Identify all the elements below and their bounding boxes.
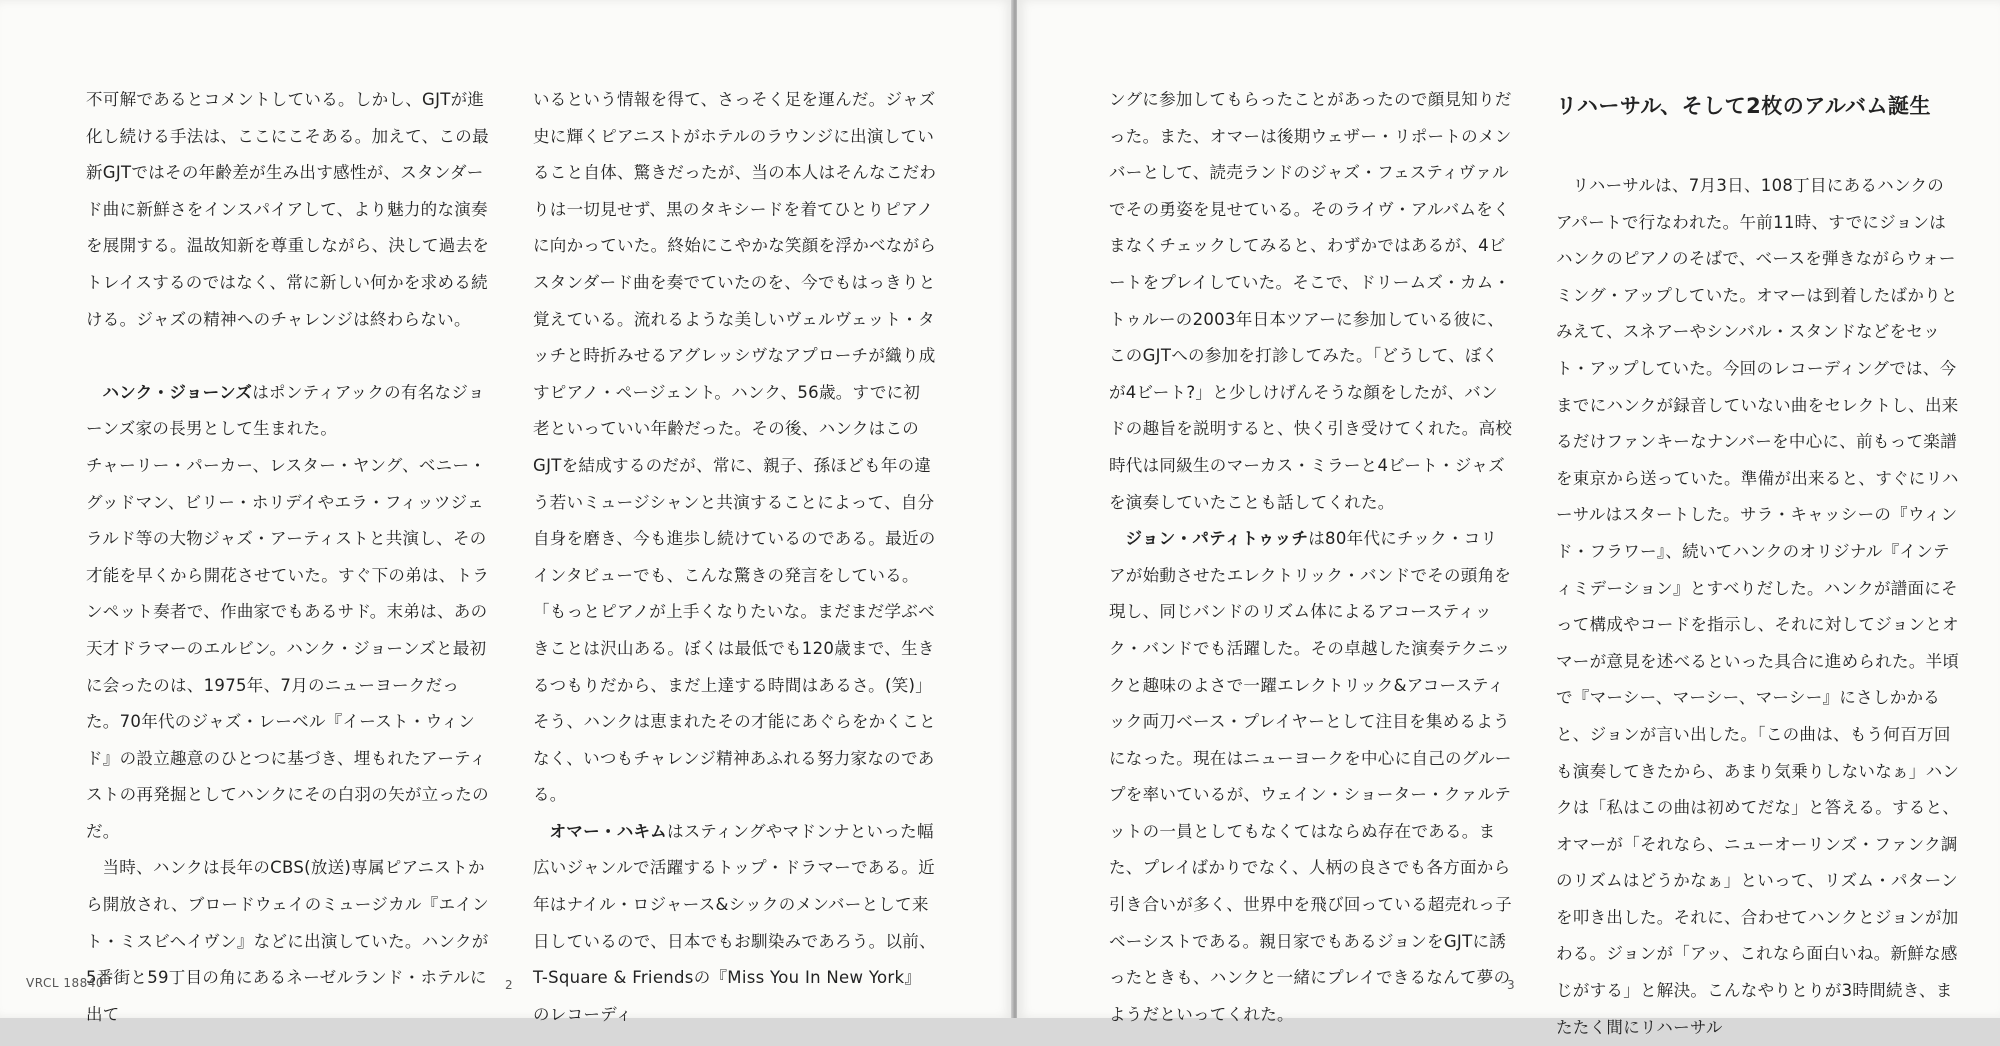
paragraph-text: は80年代にチック・コリアが始動させたエレクトリック・バンドでその頭角を現し、同じバンドのリズム体によるアコースティック・バンドでも活躍した。その卓越した演奏テクニックと趣味のよさで一躍エレクトリック&アコースティック両刀ベース・プレイヤーとして注目を集めるようになった。現在はニューヨークを中心に自己のグループを率いているが、ウェイン・ショーター・クァルテットの一員としてもなくてはならぬ存在である。また、プレイばかりでなく、人柄の良さでも各方面から引き合いが多く、世界中を飛び回っている超売れっ子ベーシストである。親日家でもあるジョンをGJTに誘ったときも、ハンクと一緒にプレイできるなんて夢のようだといってくれた。 (1109, 529, 1512, 1024)
left-page (0, 0, 1013, 1024)
paragraph: リハーサルは、7月3日、108丁目にあるハンクのアパートで行なわれた。午前11時、すでにジョンはハンクのピアノのそばで、ベースを弾きながらウォーミング・アップしていた。オマーは到着したばかりとみえて、スネアーやシンバル・スタンドなどをセット・アップしていた。今回のレコーディングでは、今までにハンクが録音していない曲をセレクトし、出来るだけファンキーなナンバーを中心に、前もって楽譜を東京から送っていた。準備が出来ると、すぐにリハーサルはスタートした。サラ・キャッシーの『ウィンド・フラワー』、続いてハンクのオリジナル『インティミデーション』とすべりだした。ハンクが譜面にそって構成やコードを指示し、それに対してジョンとオマーが意見を述べるといった具合に進められた。半頃で『マーシー、マーシー、マーシー』にさしかかると、ジョンが言い出した。「この曲は、もう何百万回も演奏してきたから、あまり気乗りしないなぁ」ハンクは「私はこの曲は初めてだな」と答える。すると、オマーが「それなら、ニューオーリンズ・ファンク調のリズムはどうかなぁ」といって、リズム・パターンを叩き出した。それに、合わせてハンクとジョンが加わる。ジョンが「アッ、これなら面白いね。新鮮な感じがする」と解決。こんなやりとりが3時間続き、またたく間にリハーサル (1556, 176, 1960, 1037)
text-column-3 (1109, 82, 1513, 1033)
paragraph: 当時、ハンクは長年のCBS(放送)専属ピアニストから開放され、ブロードウェイのミュージカル『エイント・ミスビヘイヴン』などに出演していた。ハンクが5番街と59丁目の角にあるネーゼルランド・ホテルに出て (86, 858, 489, 1024)
paragraph: チャーリー・パーカー、レスター・ヤング、ベニー・グッドマン、ビリー・ホリデイやエラ・フィッツジェラルド等の大物ジャズ・アーティストと共演し、その才能を早くから開花させていた。すぐ下の弟は、トランペット奏者で、作曲家でもあるサド。末弟は、あの天才ドラマーのエルビン。ハンク・ジョーンズと最初に会ったのは、1975年、7月のニューヨークだった。70年代のジャズ・レーベル『イースト・ウィンド』の設立趣意のひとつに基づき、埋もれたアーティストの再発掘としてハンクにその白羽の矢が立ったのだ。 (86, 455, 490, 841)
paragraph-hank-jones (86, 375, 490, 448)
text-column-4 (1556, 88, 1960, 1046)
name-omar-hakim: オマー・ハキム (549, 821, 667, 841)
paragraph: いるという情報を得て、さっそく足を運んだ。ジャズ史に輝くピアニストがホテルのラウンジに出演していること自体、驚きだったが、当の本人はそんなこだわりは一切見せず、黒のタキシードを着てひとりピアノに向かっていた。終始にこやかな笑顔を浮かべながらスタンダード曲を奏でていたのを、今でもはっきりと覚えている。流れるような美しいヴェルヴェット・タッチと時折みせるアグレッシヴなアプローチが織り成すピアノ・ページェント。ハンク、56歳。すでに初老といっていい年齢だった。その後、ハンクはこのGJTを結成するのだが、常に、親子、孫ほども年の違う若いミュージシャンと共演することによって、自分自身を磨き、今も進歩し続けているのである。最近のインタビューでも、こんな驚きの発言をしている。「もっとピアノが上手くなりたいな。まだまだ学ぶべきことは沢山ある。ぼくは最低でも120歳まで、生きるつもりだから、まだ上達する時間はあるさ。(笑)」そう、ハンクは恵まれたその才能にあぐらをかくことなく、いつもチャレンジ精神あふれる努力家なのである。 (533, 90, 937, 805)
page-number: 3 (1507, 978, 1515, 992)
text-column-1 (86, 82, 490, 1033)
paragraph-john-patitucci (1109, 521, 1513, 1033)
section-heading: リハーサル、そして2枚のアルバム誕生 (1556, 94, 1931, 118)
paragraph: 不可解であるとコメントしている。しかし、GJTが進化し続ける手法は、ここにこそある。加えて、この最新GJTではその年齢差が生み出す感性が、スタンダード曲に新鮮さをインスパイアして、より魅力的な演奏を展開する。温故知新を尊重しながら、決して過去をトレイスするのではなく、常に新しい何かを求める続ける。ジャズの精神へのチャレンジは終わらない。 (86, 90, 490, 329)
paragraph-text: はスティングやマドンナといった幅広いジャンルで活躍するトップ・ドラマーである。近年はナイル・ロジャース&シックのメンバーとして来日しているので、日本でもお馴染みであろう。以前、T-Square & Friendsの『Miss You In New York』のレコーディ (533, 821, 936, 1024)
page-number: 2 (505, 978, 513, 992)
name-john-patitucci: ジョン・パティトゥッチ (1125, 529, 1309, 549)
paragraph-text: はポンティアックの有名なジョーンズ家の長男として生まれた。 (86, 382, 485, 439)
text-column-2 (533, 82, 937, 1033)
right-page (1017, 0, 2000, 1037)
paragraph-omar-hakim (533, 814, 937, 1034)
catalog-code: VRCL 18840 (26, 976, 105, 990)
paragraph: ングに参加してもらったことがあったので顔見知りだった。また、オマーは後期ウェザー・リポートのメンバーとして、読売ランドのジャズ・フェスティヴァルでその勇姿を見せている。そのライヴ・アルバムをくまなくチェックしてみると、わずかではあるが、4ビートをプレイしていた。そこで、ドリームズ・カム・トゥルーの2003年日本ツアーに参加している彼に、このGJTへの参加を打診してみた。「どうして、ぼくが4ビート?」と少しけげんそうな顔をしたが、バンドの趣旨を説明すると、快く引き受けてくれた。高校時代は同級生のマーカス・ミラーと4ビート・ジャズを演奏していたことも話してくれた。 (1109, 90, 1513, 512)
name-hank-jones: ハンク・ジョーンズ (102, 382, 253, 402)
